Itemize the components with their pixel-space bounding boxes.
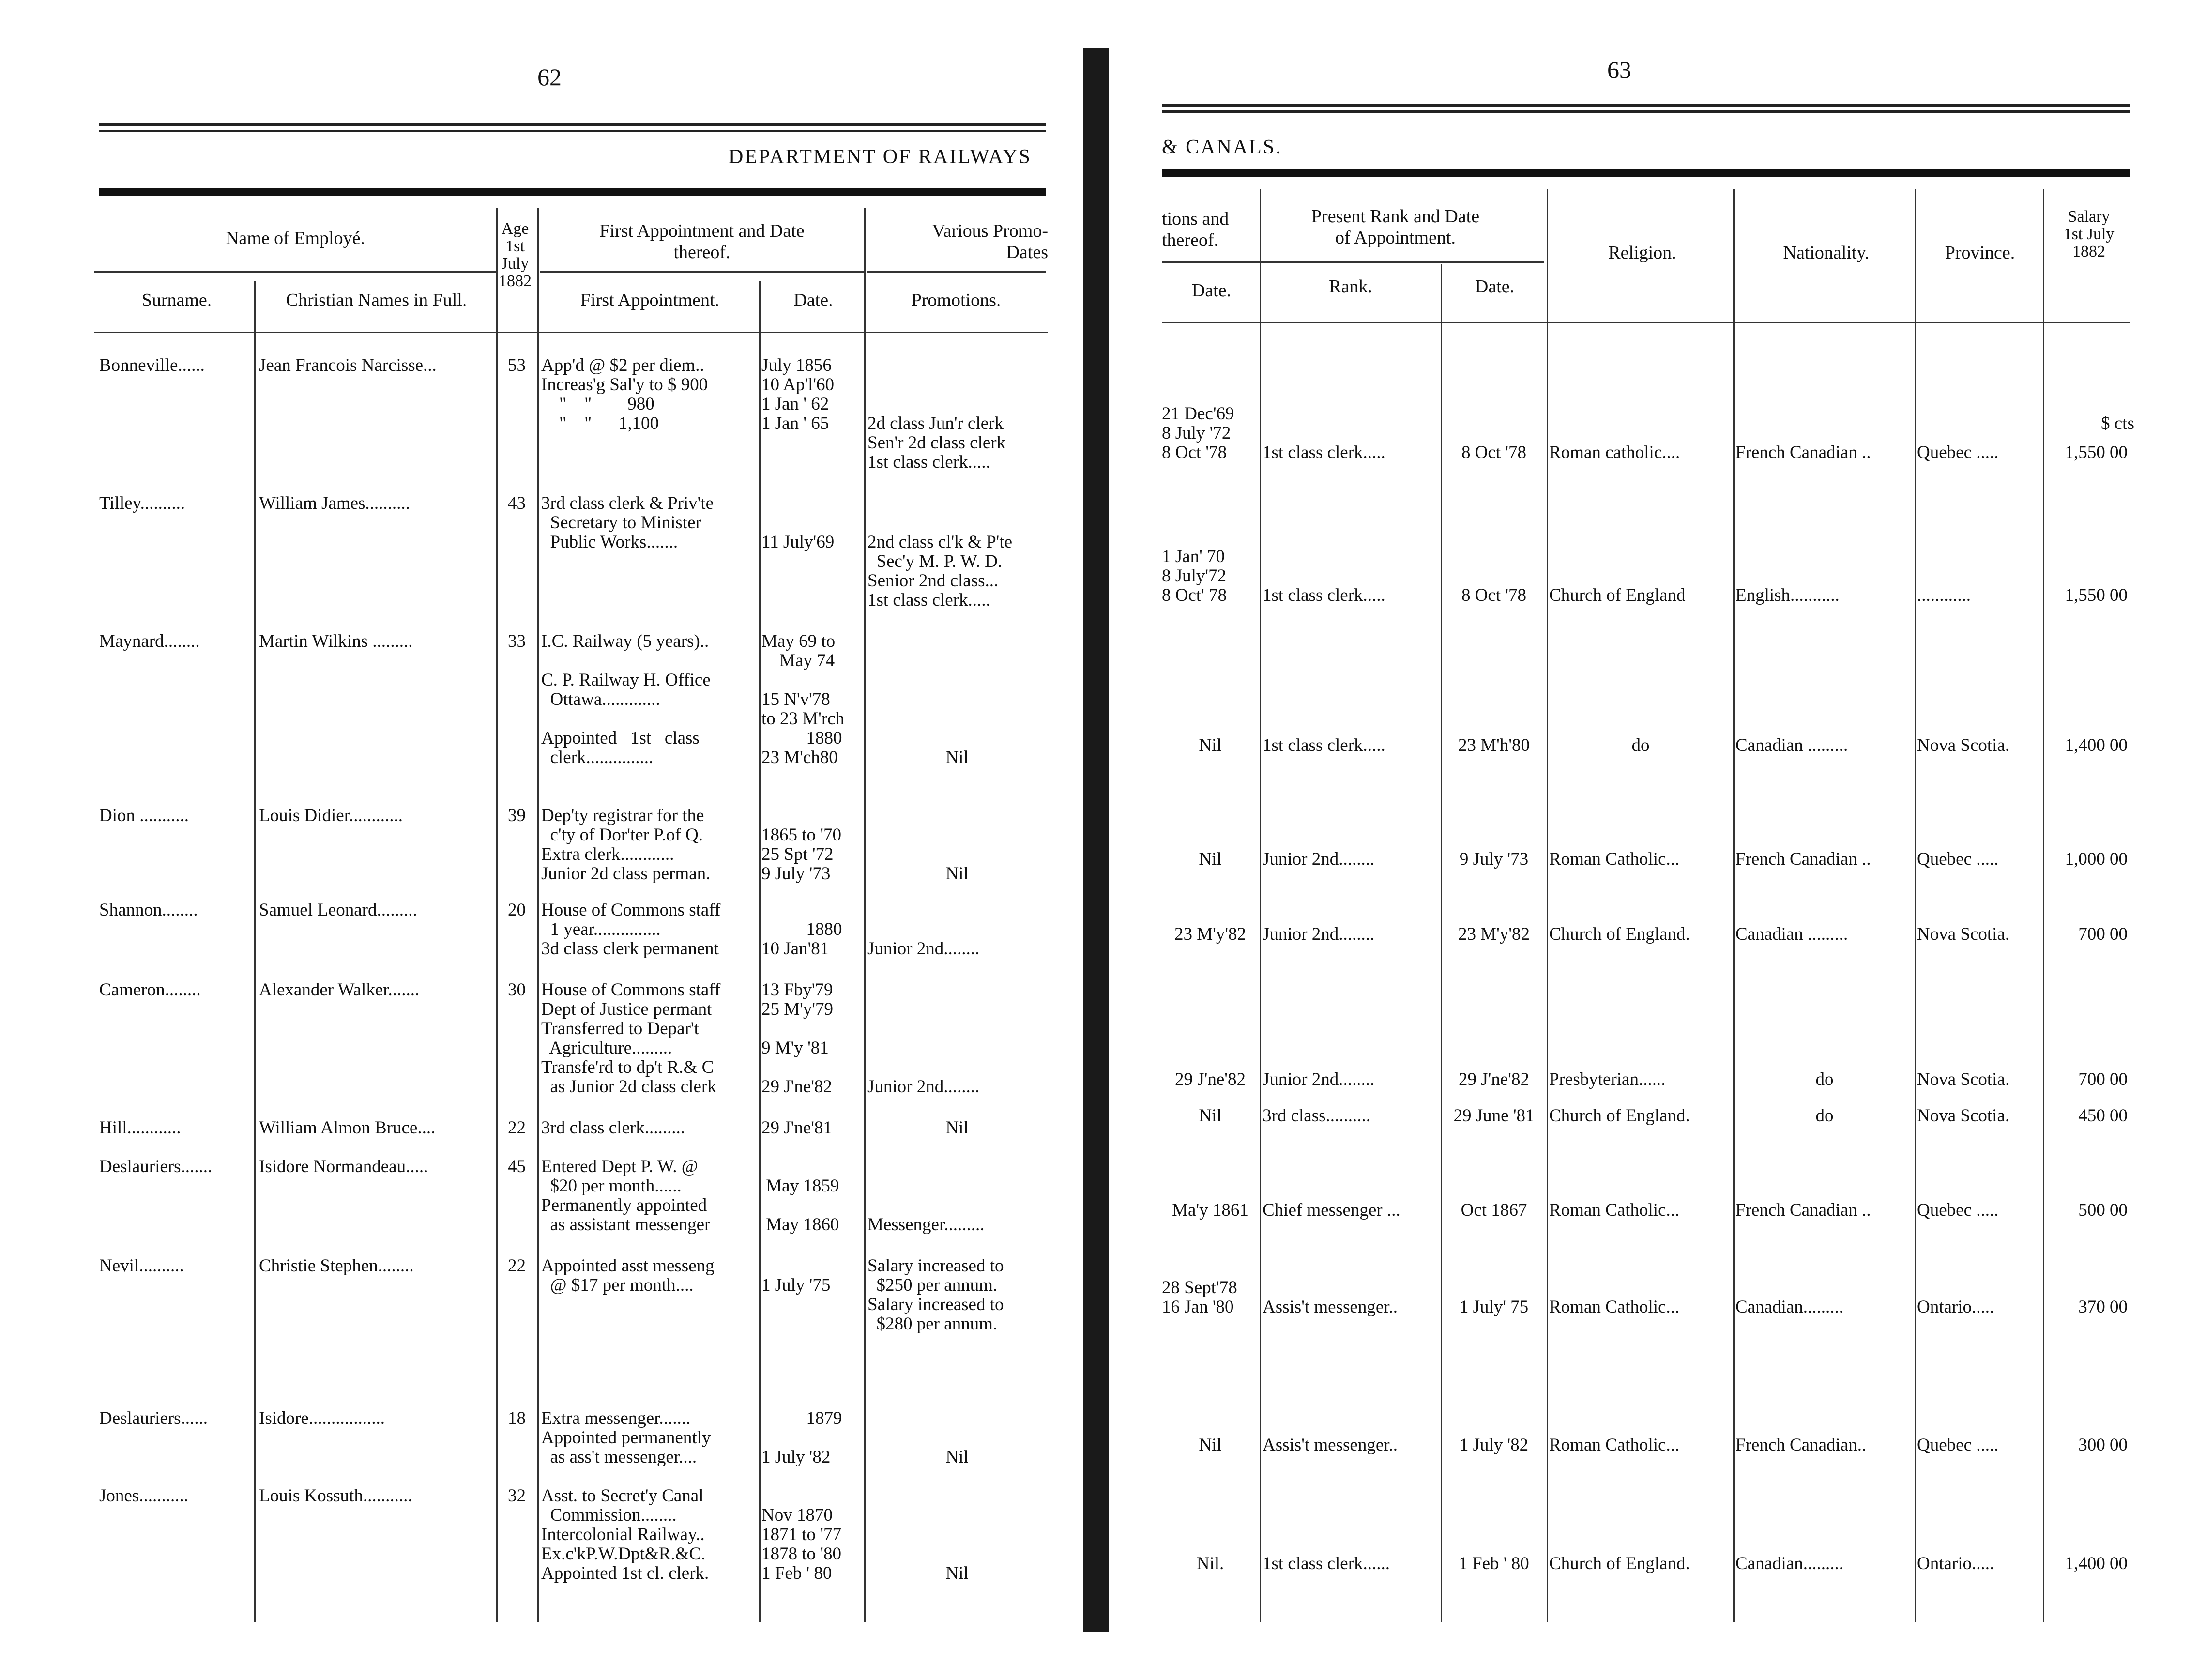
surname-cell: Jones........... [99,1486,188,1506]
age-cell: 32 [508,1486,526,1506]
salary-cell: 700 00 [2078,924,2128,944]
rule [1162,322,2130,323]
rank-date-cell: 1 July' 75 [1459,1297,1529,1317]
promotion-date-cell: 1 Jan' 70 8 July'72 8 Oct' 78 [1162,547,1227,605]
christian-names-cell: Alexander Walker....... [259,980,420,1000]
surname-cell: Bonneville...... [99,355,205,375]
nationality-cell: Canadian ......... [1735,735,1848,755]
age-cell: 53 [508,355,526,375]
rule [867,271,1046,273]
religion-cell: Church of England. [1549,1554,1690,1573]
header-various-promotions: Various Promo- Dates [932,221,1048,262]
surname-cell: Nevil.......... [99,1256,184,1276]
province-cell: Ontario..... [1917,1297,1994,1317]
province-cell: Nova Scotia. [1917,735,2010,755]
header-age: Age 1st July 1882 [499,220,532,290]
christian-names-cell: Christie Stephen........ [259,1256,414,1276]
rule [99,130,1046,132]
promotions-cell: Salary increased to $250 per annum. Salary increased to $280 per annum. [867,1256,1004,1334]
rank-date-cell: 9 July '73 [1459,849,1529,869]
salary-cell: 700 00 [2078,1069,2128,1089]
province-cell: ............ [1917,585,1971,605]
rank-cell: Assis't messenger.. [1263,1297,1398,1317]
religion-cell: Roman catholic.... [1549,443,1680,462]
religion-cell: Church of England [1549,585,1686,605]
header-date: Date. [1191,280,1232,301]
column-rule [496,208,498,1622]
appointment-date-cell: May 1859 May 1860 [766,1176,839,1235]
nationality-cell: French Canadian.. [1735,1435,1867,1455]
nationality-cell: do [1815,1069,1834,1089]
first-appointment-cell: Entered Dept P. W. @ $20 per month...... Permanently appointed as assistant messenger [541,1157,711,1235]
binding-gutter [1083,48,1109,1632]
column-rule [864,208,866,1622]
province-cell: Nova Scotia. [1917,1106,2010,1126]
surname-cell: Hill............ [99,1118,181,1138]
promotion-date-cell: 21 Dec'69 8 July '72 8 Oct '78 [1162,404,1234,462]
rule [1162,169,2130,177]
surname-cell: Deslauriers...... [99,1408,208,1428]
appointment-date-cell: July 1856 10 Ap'l'60 1 Jan ' 62 1 Jan ' 65 [761,355,835,433]
rank-date-cell: 29 June '81 [1453,1106,1535,1126]
header-province: Province. [1945,243,2015,263]
column-rule [254,281,256,1622]
nationality-cell: English........... [1735,585,1840,605]
surname-cell: Tilley.......... [99,493,185,513]
rule [99,188,1046,196]
salary-cell: 370 00 [2078,1297,2128,1317]
promotions-cell: 2d class Jun'r clerk Sen'r 2d class clerk 1st class clerk..... [867,413,1006,472]
header-present-rank: Present Rank and Date of Appointment. [1311,206,1480,248]
rank-cell: Junior 2nd........ [1263,849,1375,869]
age-cell: 30 [508,980,526,1000]
column-rule [1915,189,1916,1622]
header-surname: Surname. [141,290,212,310]
header-religion: Religion. [1608,243,1676,263]
province-cell: Quebec ..... [1917,443,1999,462]
first-appointment-cell: I.C. Railway (5 years).. C. P. Railway H. Office Ottawa............. Appointed 1st class clerk............... [541,631,711,767]
header-nationality: Nationality. [1783,243,1870,263]
appointment-date-cell: 29 J'ne'81 [761,1118,832,1138]
rule [1162,261,1544,263]
rank-cell: Junior 2nd........ [1263,1069,1375,1089]
surname-cell: Cameron........ [99,980,201,1000]
age-cell: 22 [508,1256,526,1276]
rank-date-cell: Oct 1867 [1461,1200,1527,1220]
first-appointment-cell: House of Commons staff Dept of Justice permant Transferred to Depar't Agriculture......... Transfe'rd to dp't R.& C as Junior 2d class clerk [541,980,721,1097]
age-cell: 43 [508,493,526,513]
first-appointment-cell: 3rd class clerk & Priv'te Secretary to Minister Public Works....... [541,493,714,552]
promotions-cell: Nil [945,748,969,767]
religion-cell: Church of England. [1549,924,1690,944]
promotion-date-cell: Nil [1199,735,1222,755]
christian-names-cell: William Almon Bruce.... [259,1118,436,1138]
christian-names-cell: Samuel Leonard......... [259,900,417,920]
first-appointment-cell: Dep'ty registrar for the c'ty of Dor'ter P.of Q. Extra clerk............ Junior 2d class perman. [541,806,711,884]
rule [99,123,1046,126]
religion-cell: Church of England. [1549,1106,1690,1126]
column-rule [1547,189,1548,1622]
page-number: 62 [537,63,562,91]
first-appointment-cell: Asst. to Secret'y Canal Commission........ Intercolonial Railway.. Ex.c'kP.W.Dpt&R.&C. Appointed 1st cl. clerk. [541,1486,709,1583]
rank-cell: 3rd class.......... [1263,1106,1370,1126]
christian-names-cell: Martin Wilkins ......... [259,631,413,651]
province-cell: Nova Scotia. [1917,924,2010,944]
promotions-cell: Nil [945,1118,969,1138]
right-page [1152,0,2191,1680]
promotion-date-cell: Nil [1199,1106,1222,1126]
page-number: 63 [1607,56,1631,83]
rule [540,271,864,273]
christian-names-cell: Louis Kossuth........... [259,1486,412,1506]
age-cell: 18 [508,1408,526,1428]
nationality-cell: French Canadian .. [1735,1200,1871,1220]
salary-cell: 1,400 00 [2065,1554,2128,1573]
province-cell: Quebec ..... [1917,1435,1999,1455]
header-date: Date. [793,290,833,310]
department-title: DEPARTMENT OF RAILWAYS [729,146,1032,168]
surname-cell: Deslauriers....... [99,1157,213,1176]
column-rule [759,281,761,1622]
salary-cell: 450 00 [2078,1106,2128,1126]
first-appointment-cell: App'd @ $2 per diem.. Increas'g Sal'y to $ 900 " " 980 " " 1,100 [541,355,708,433]
header-promotions: Promotions. [911,290,1001,310]
header-salary: Salary 1st July 1882 [2063,208,2115,260]
nationality-cell: French Canadian .. [1735,443,1871,462]
promotion-date-cell: 28 Sept'78 16 Jan '80 [1162,1278,1237,1317]
header-rank-date: Date. [1475,276,1515,297]
appointment-date-cell: 1 July '75 [761,1275,831,1295]
province-cell: Quebec ..... [1917,849,1999,869]
christian-names-cell: William James.......... [259,493,410,513]
promotions-cell: 2nd class cl'k & P'te Sec'y M. P. W. D. Senior 2nd class... 1st class clerk..... [867,532,1013,610]
salary-cell: 1,000 00 [2065,849,2128,869]
salary-cell: 1,550 00 [2065,585,2128,605]
promotions-cell: Messenger......... [867,1215,985,1235]
header-christian-names: Christian Names in Full. [286,290,467,310]
religion-cell: Roman Catholic... [1549,1200,1680,1220]
nationality-cell: French Canadian .. [1735,849,1871,869]
surname-cell: Shannon........ [99,900,198,920]
appointment-date-cell: 11 July'69 [761,532,835,552]
age-cell: 45 [508,1157,526,1176]
rule [94,332,1048,333]
rule [1162,110,2130,113]
appointment-date-cell: 13 Fby'79 25 M'y'79 9 M'y '81 29 J'ne'82 [761,980,833,1097]
salary-cell: 500 00 [2078,1200,2128,1220]
column-rule [1733,189,1735,1622]
rank-cell: 1st class clerk...... [1263,1554,1390,1573]
salary-cell: 1,400 00 [2065,735,2128,755]
column-rule [1441,264,1442,1622]
rank-cell: Assis't messenger.. [1263,1435,1398,1455]
rank-date-cell: 23 M'h'80 [1458,735,1530,755]
promotions-cell: Nil [945,864,969,884]
age-cell: 20 [508,900,526,920]
age-cell: 39 [508,806,526,825]
nationality-cell: do [1815,1106,1834,1126]
rank-date-cell: 8 Oct '78 [1461,585,1527,605]
province-cell: Nova Scotia. [1917,1069,2010,1089]
header-rank: Rank. [1329,276,1372,297]
rank-date-cell: 1 July '82 [1459,1435,1529,1455]
surname-cell: Maynard........ [99,631,200,651]
promotion-date-cell: 23 M'y'82 [1174,924,1246,944]
header-name-of-employe: Name of Employé. [225,228,365,248]
rank-cell: 1st class clerk..... [1263,443,1385,462]
province-cell: Ontario..... [1917,1554,1994,1573]
salary-unit: $ cts [2101,413,2134,433]
promotion-date-cell: Ma'y 1861 [1172,1200,1248,1220]
rank-date-cell: 1 Feb ' 80 [1459,1554,1529,1573]
promotions-cell: Junior 2nd........ [867,1077,980,1097]
first-appointment-cell: House of Commons staff 1 year............... 3d class clerk permanent [541,900,721,959]
salary-cell: 1,550 00 [2065,443,2128,462]
religion-cell: Roman Catholic... [1549,849,1680,869]
christian-names-cell: Isidore Normandeau..... [259,1157,428,1176]
department-title: & CANALS. [1162,136,1282,158]
header-promotions-date-group: tions and thereof. [1162,209,1229,250]
promotion-date-cell: 29 J'ne'82 [1175,1069,1246,1089]
nationality-cell: Canadian ......... [1735,924,1848,944]
surname-cell: Dion ........... [99,806,189,825]
age-cell: 22 [508,1118,526,1138]
column-rule [2043,189,2044,1622]
rank-cell: 1st class clerk..... [1263,585,1385,605]
nationality-cell: Canadian......... [1735,1297,1843,1317]
column-rule [1260,189,1261,1622]
appointment-date-cell: Nov 1870 1871 to '77 1878 to '80 1 Feb ' 80 [761,1505,841,1583]
promotions-cell: Junior 2nd........ [867,939,980,959]
promotion-date-cell: Nil [1199,849,1222,869]
religion-cell: Roman Catholic... [1549,1297,1680,1317]
rank-cell: 1st class clerk..... [1263,735,1385,755]
header-first-appointment-group: First Appointment and Date thereof. [599,221,805,262]
religion-cell: Presbyterian...... [1549,1069,1666,1089]
appointment-date-cell: 1879 1 July '82 [761,1408,842,1467]
rank-cell: Junior 2nd........ [1263,924,1375,944]
first-appointment-cell: Extra messenger....... Appointed permanently as ass't messenger.... [541,1408,711,1467]
first-appointment-cell: Appointed asst messeng @ $17 per month.... [541,1256,715,1295]
religion-cell: do [1631,735,1650,755]
nationality-cell: Canadian......... [1735,1554,1843,1573]
appointment-date-cell: 1880 10 Jan'81 [761,919,842,959]
left-page [0,0,1084,1680]
province-cell: Quebec ..... [1917,1200,1999,1220]
header-first-appointment: First Appointment. [580,290,720,310]
promotions-cell: Nil [945,1447,969,1467]
christian-names-cell: Jean Francois Narcisse... [259,355,437,375]
rank-date-cell: 29 J'ne'82 [1459,1069,1529,1089]
christian-names-cell: Isidore................. [259,1408,385,1428]
rank-date-cell: 8 Oct '78 [1461,443,1527,462]
rank-date-cell: 23 M'y'82 [1458,924,1530,944]
promotion-date-cell: Nil. [1196,1554,1224,1573]
first-appointment-cell: 3rd class clerk......... [541,1118,685,1138]
appointment-date-cell: 1865 to '70 25 Spt '72 9 July '73 [761,825,841,884]
promotions-cell: Nil [945,1563,969,1583]
rule [94,271,496,273]
rank-cell: Chief messenger ... [1263,1200,1400,1220]
salary-cell: 300 00 [2078,1435,2128,1455]
appointment-date-cell: May 69 to May 74 15 N'v'78 to 23 M'rch 1880 23 M'ch80 [761,631,845,767]
christian-names-cell: Louis Didier............ [259,806,403,825]
age-cell: 33 [508,631,526,651]
promotion-date-cell: Nil [1199,1435,1222,1455]
rule [1162,104,2130,107]
column-rule [537,208,539,1622]
religion-cell: Roman Catholic... [1549,1435,1680,1455]
